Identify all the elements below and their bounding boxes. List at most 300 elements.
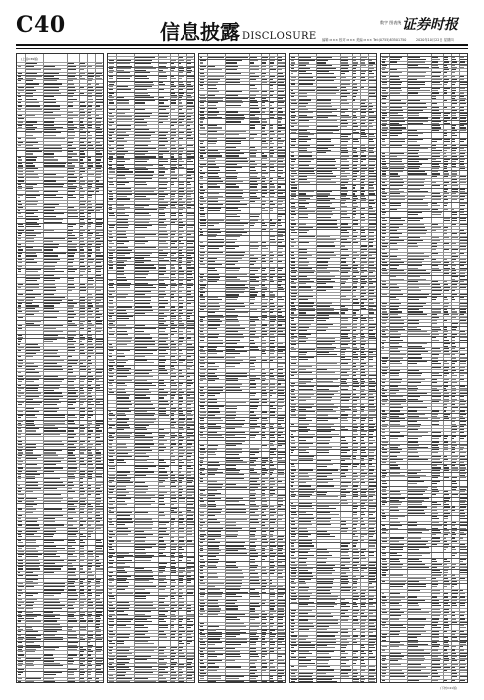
table-cell-text (88, 524, 91, 525)
table-cell-text (135, 602, 153, 603)
table-cell-text (44, 534, 54, 535)
table-cell-text (179, 82, 183, 83)
table-cell-text (117, 219, 128, 220)
table-cell-text (80, 595, 85, 596)
table-cell-text (179, 227, 183, 228)
table-cell-text (68, 508, 75, 509)
table-cell-text (179, 277, 184, 278)
table-cell-text (171, 97, 177, 98)
table-cell-text (68, 241, 72, 242)
table-cell-text (135, 418, 156, 419)
table-cell-text (135, 619, 147, 620)
table-cell-text (26, 151, 42, 152)
table-cell-text (68, 339, 73, 340)
table-cell-text (44, 542, 54, 543)
table-cell-text (159, 544, 166, 545)
table-cell-text (171, 171, 175, 172)
table-cell-text (26, 482, 38, 483)
table-cell-text (44, 568, 61, 569)
table-cell-text (117, 300, 133, 301)
table-cell-text (88, 467, 94, 468)
table-cell-text (179, 231, 184, 232)
table-cell-text (187, 534, 192, 535)
header-rule-thick (16, 44, 468, 46)
table-cell-text (18, 255, 21, 256)
table-cell-text (68, 379, 76, 380)
table-cell-text (159, 373, 168, 374)
table-cell-text (109, 522, 112, 523)
table-cell-text (109, 557, 112, 558)
table-cell-text (171, 572, 176, 573)
table-cell-text (179, 572, 183, 573)
table-cell-text (80, 317, 85, 318)
table-cell-text (135, 401, 151, 402)
table-cell-text (117, 154, 125, 155)
table-cell-text (68, 579, 78, 580)
table-cell-text (68, 249, 77, 250)
table-cell-text (88, 339, 93, 340)
table-cell-text (68, 230, 73, 231)
table-cell-text (80, 311, 85, 312)
table-cell-text (68, 556, 77, 557)
table-cell-text (96, 605, 103, 606)
table-cell-text (80, 151, 84, 152)
table-cell-text (171, 605, 177, 606)
table-cell-text (96, 589, 103, 590)
table-cell-text (44, 388, 59, 389)
table-cell-text (179, 57, 183, 58)
table-cell-text (96, 224, 102, 225)
table-cell-text (135, 557, 152, 558)
table-cell-text (88, 461, 92, 462)
table-cell-text (135, 492, 146, 493)
table-cell-text (96, 253, 101, 254)
table-cell-text (68, 331, 76, 332)
table-cell-text (135, 63, 151, 64)
table-cell-text (109, 231, 112, 232)
table-cell-text (179, 602, 184, 603)
table-cell-text (171, 568, 176, 569)
table-cell-text (68, 177, 77, 178)
table-cell-text (44, 392, 62, 393)
table-cell-text (88, 447, 92, 448)
table-cell-text (44, 536, 53, 537)
table-cell-text (179, 437, 184, 438)
table-cell-text (109, 257, 113, 258)
table-cell-text (44, 639, 63, 640)
table-cell-text (187, 337, 191, 338)
table-cell-text (171, 492, 175, 493)
table-cell-text (159, 596, 168, 597)
table-cell-text (179, 596, 182, 597)
table-cell-text (96, 73, 102, 74)
table-cell-text (80, 303, 85, 304)
table-cell-text (88, 132, 90, 133)
table-cell-text (179, 182, 184, 183)
table-cell-text (117, 608, 129, 609)
table-cell-text (117, 325, 126, 326)
table-cell-text (44, 396, 63, 397)
table-cell-text (117, 568, 124, 569)
table-cell-text (159, 306, 165, 307)
table-cell-text (80, 360, 86, 361)
table-cell-text (187, 219, 194, 220)
table-cell-text (171, 182, 174, 183)
table-cell-text (171, 437, 175, 438)
table-cell-text (179, 215, 183, 216)
table-cell-text (117, 528, 128, 529)
table-cell-text (187, 422, 194, 423)
table-cell-text (171, 522, 174, 523)
table-cell-text (135, 72, 150, 73)
table-cell-text (109, 184, 114, 185)
table-cell-text (117, 222, 128, 223)
table-cell-text (26, 125, 33, 126)
table-cell-text (135, 422, 154, 423)
table-cell-text (88, 450, 91, 451)
table-cell-text (68, 87, 75, 88)
table-cell-text (179, 222, 183, 223)
table-cell-text (80, 366, 86, 367)
table-cell-text (117, 280, 127, 281)
table-cell-text (26, 534, 34, 535)
table-cell-text (26, 356, 33, 357)
table-cell-text (88, 425, 90, 426)
table-cell-text (109, 205, 112, 206)
table-cell-text (88, 253, 92, 254)
table-cell-text (171, 86, 176, 87)
table-cell-text (135, 462, 154, 463)
table-cell-text (96, 385, 100, 386)
table-cell-text (187, 72, 191, 73)
table-cell-text (187, 453, 192, 454)
table-cell-text (68, 399, 76, 400)
table-cell-text (88, 605, 93, 606)
table-cell-text (117, 586, 128, 587)
table-cell-text (80, 73, 85, 74)
table-cell-text (117, 443, 126, 444)
table-cell-text (159, 227, 166, 228)
table-cell-text (68, 157, 72, 158)
table-cell-text (80, 396, 85, 397)
table-cell-text (18, 464, 22, 465)
table-cell-text (117, 72, 130, 73)
table-cell-text (159, 440, 167, 441)
table-cell-text (171, 385, 177, 386)
table-cell-text (171, 122, 177, 123)
table-cell-text (187, 404, 191, 405)
table-cell-text (44, 379, 64, 380)
table-cell-text (80, 488, 84, 489)
table-cell-text (187, 429, 194, 430)
table-cell-text (187, 397, 194, 398)
table-cell-text (109, 76, 113, 77)
table-cell-text (68, 455, 75, 456)
table-cell-text (96, 207, 102, 208)
table-cell-text (159, 132, 168, 133)
table-cell-text (187, 294, 191, 295)
table-cell-text (117, 159, 130, 160)
table-cell-text (187, 119, 191, 120)
table-cell-text (26, 411, 39, 412)
table-cell-text (179, 154, 182, 155)
table-cell-text (159, 411, 166, 412)
table-cell-text (135, 411, 147, 412)
table-cell-text (187, 125, 190, 126)
table-cell-text (159, 219, 166, 220)
table-cell-text (18, 642, 22, 643)
table-cell-text (18, 347, 24, 348)
table-cell-text (109, 209, 112, 210)
table-cell-text (187, 450, 194, 451)
table-cell-text (80, 379, 85, 380)
table-cell-text (80, 145, 86, 146)
table-cell-text (171, 287, 175, 288)
table-cell-text (68, 180, 76, 181)
table-cell-text (26, 132, 42, 133)
table-cell-text (159, 404, 169, 405)
table-cell-text (171, 215, 176, 216)
table-cell-text (135, 568, 144, 569)
table-cell-text (179, 165, 182, 166)
table-cell-text (18, 430, 22, 431)
table-cell-text (80, 135, 86, 136)
table-cell-text (88, 163, 93, 164)
table-cell-text (80, 566, 83, 567)
table-cell-text (109, 347, 113, 348)
table-cell-text (179, 291, 182, 292)
table-cell-text (179, 297, 182, 298)
table-cell-text (44, 247, 58, 248)
table-cell-text (171, 370, 173, 371)
table-cell-text (187, 68, 191, 69)
table-cell-text (135, 145, 148, 146)
table-cell-text (179, 586, 184, 587)
table-cell-text (26, 325, 40, 326)
table-cell-text (18, 501, 22, 502)
table-cell-text (159, 82, 163, 83)
table-cell-text (135, 291, 151, 292)
table-cell-text (179, 303, 183, 304)
table-cell-text (109, 389, 112, 390)
table-cell-text (187, 560, 191, 561)
table-cell-text (135, 138, 150, 139)
table-cell-text (26, 402, 42, 403)
table-cell-text (179, 241, 181, 242)
table-cell-text (109, 504, 113, 505)
table-cell-text (187, 478, 194, 479)
table-cell-text (80, 244, 85, 245)
table-cell-text (187, 89, 193, 90)
table-cell-text (26, 651, 35, 652)
table-cell-text (117, 148, 124, 149)
table-cell-text (171, 408, 176, 409)
table-cell-text (117, 175, 125, 176)
table-cell-text (26, 366, 38, 367)
table-cell-text (117, 161, 125, 162)
table-cell-text (96, 163, 100, 164)
table-cell-text (117, 141, 127, 142)
table-cell-text (187, 522, 194, 523)
table-cell-text (18, 583, 23, 584)
table-cell-text (159, 294, 166, 295)
table-cell-text (18, 474, 21, 475)
table-cell-text (171, 528, 174, 529)
table-cell-text (68, 647, 78, 648)
table-cell-text (159, 549, 165, 550)
table-cell-text (26, 467, 41, 468)
table-cell-text (26, 575, 38, 576)
table-cell-text (80, 226, 83, 227)
table-cell-text (88, 560, 93, 561)
table-cell-text (171, 512, 177, 513)
table-cell-text (187, 524, 194, 525)
table-cell-text (18, 404, 22, 405)
table-cell-text (179, 353, 183, 354)
table-cell-text (187, 415, 193, 416)
table-cell-text (117, 287, 130, 288)
table-cell-text (109, 178, 113, 179)
table-cell-text (187, 462, 193, 463)
table-cell-text (18, 118, 24, 119)
table-cell-text (179, 605, 184, 606)
table-cell-text (187, 528, 192, 529)
table-cell-text (117, 356, 125, 357)
table-cell-text (171, 524, 174, 525)
table-cell-text (96, 180, 99, 181)
table-cell-text (135, 350, 157, 351)
table-cell-text (26, 109, 42, 110)
table-cell-text (88, 464, 93, 465)
table-cell-text (109, 596, 114, 597)
table-cell-text (88, 417, 91, 418)
table-cell-text (44, 428, 58, 429)
table-cell-text (80, 482, 83, 483)
table-cell-text (109, 425, 115, 426)
table-cell-text (80, 153, 85, 154)
table-cell-text (88, 118, 92, 119)
table-cell-text (88, 347, 94, 348)
table-cell-text (88, 363, 92, 364)
table-cell-text (171, 586, 175, 587)
table-cell-text (179, 370, 182, 371)
table-cell-text (88, 317, 94, 318)
table-cell-text (80, 188, 83, 189)
table-cell-text (88, 201, 91, 202)
table-cell-text (80, 142, 84, 143)
table-cell-text (179, 443, 182, 444)
table-cell-text (44, 328, 56, 329)
table-cell-text (44, 369, 63, 370)
table-cell-text (171, 580, 175, 581)
table-cell-text (96, 556, 99, 557)
table-cell-text (44, 271, 64, 272)
table-cell-text (96, 308, 99, 309)
table-cell-text (117, 262, 124, 263)
table-cell-text (18, 669, 24, 670)
table-cell-text (109, 462, 114, 463)
table-cell-text (187, 231, 194, 232)
table-cell-text (171, 518, 175, 519)
table-cell-text (96, 512, 100, 513)
table-cell-text (18, 210, 20, 211)
table-cell-text (109, 443, 112, 444)
table-cell-text (80, 491, 85, 492)
table-cell-text (80, 177, 83, 178)
table-cell-text (159, 415, 169, 416)
table-cell-text (80, 546, 84, 547)
table-cell-text (171, 291, 176, 292)
table-cell-text (18, 233, 22, 234)
table-cell-text (159, 184, 167, 185)
table-cell-text (187, 86, 193, 87)
table-cell-text (44, 385, 60, 386)
table-cell-text (187, 482, 192, 483)
table-cell-text (171, 280, 174, 281)
table-cell-text (159, 321, 166, 322)
table-cell-text (135, 151, 148, 152)
table-cell-text (159, 582, 167, 583)
table-cell-text (135, 215, 151, 216)
table-cell-text (179, 310, 182, 311)
table-cell-text (96, 674, 102, 675)
table-cell-text (88, 247, 91, 248)
table-cell-text (18, 616, 22, 617)
table-cell-text (179, 475, 184, 476)
table-cell-text (117, 482, 133, 483)
table-cell-text (26, 611, 33, 612)
table-cell-text (18, 350, 21, 351)
table-cell-text (171, 165, 176, 166)
table-cell-text (68, 76, 75, 77)
table-cell-text (88, 207, 92, 208)
table-cell-text (18, 635, 21, 636)
table-cell-text (96, 624, 100, 625)
table-cell-text (44, 73, 59, 74)
table-cell-text (96, 546, 104, 547)
table-cell-text (179, 285, 182, 286)
table-cell-text (187, 568, 191, 569)
table-cell-text (109, 392, 114, 393)
table-cell-text (109, 501, 115, 502)
table-cell-text (159, 209, 164, 210)
table-cell-text (18, 434, 21, 435)
table-cell-text (117, 247, 128, 248)
table-cell-text (109, 82, 115, 83)
table-cell-text (159, 572, 163, 573)
table-cell-text (159, 334, 168, 335)
table-cell-text (44, 93, 61, 94)
table-cell-text (159, 586, 166, 587)
table-cell-text (88, 616, 91, 617)
table-cell-text (18, 142, 23, 143)
table-cell-text (68, 474, 74, 475)
table-cell-text (80, 508, 84, 509)
table-cell-text (135, 277, 146, 278)
table-cell-text (44, 528, 56, 529)
table-cell-text (68, 414, 75, 415)
table-cell-text (187, 347, 194, 348)
table-cell-text (135, 370, 152, 371)
table-cell-text (26, 458, 37, 459)
table-cell-text (135, 433, 152, 434)
table-cell-text (117, 151, 128, 152)
table-cell-text (159, 161, 168, 162)
table-cell-text (18, 93, 20, 94)
table-cell-text (68, 388, 75, 389)
table-cell-text (117, 592, 133, 593)
table-cell-text (68, 599, 77, 600)
